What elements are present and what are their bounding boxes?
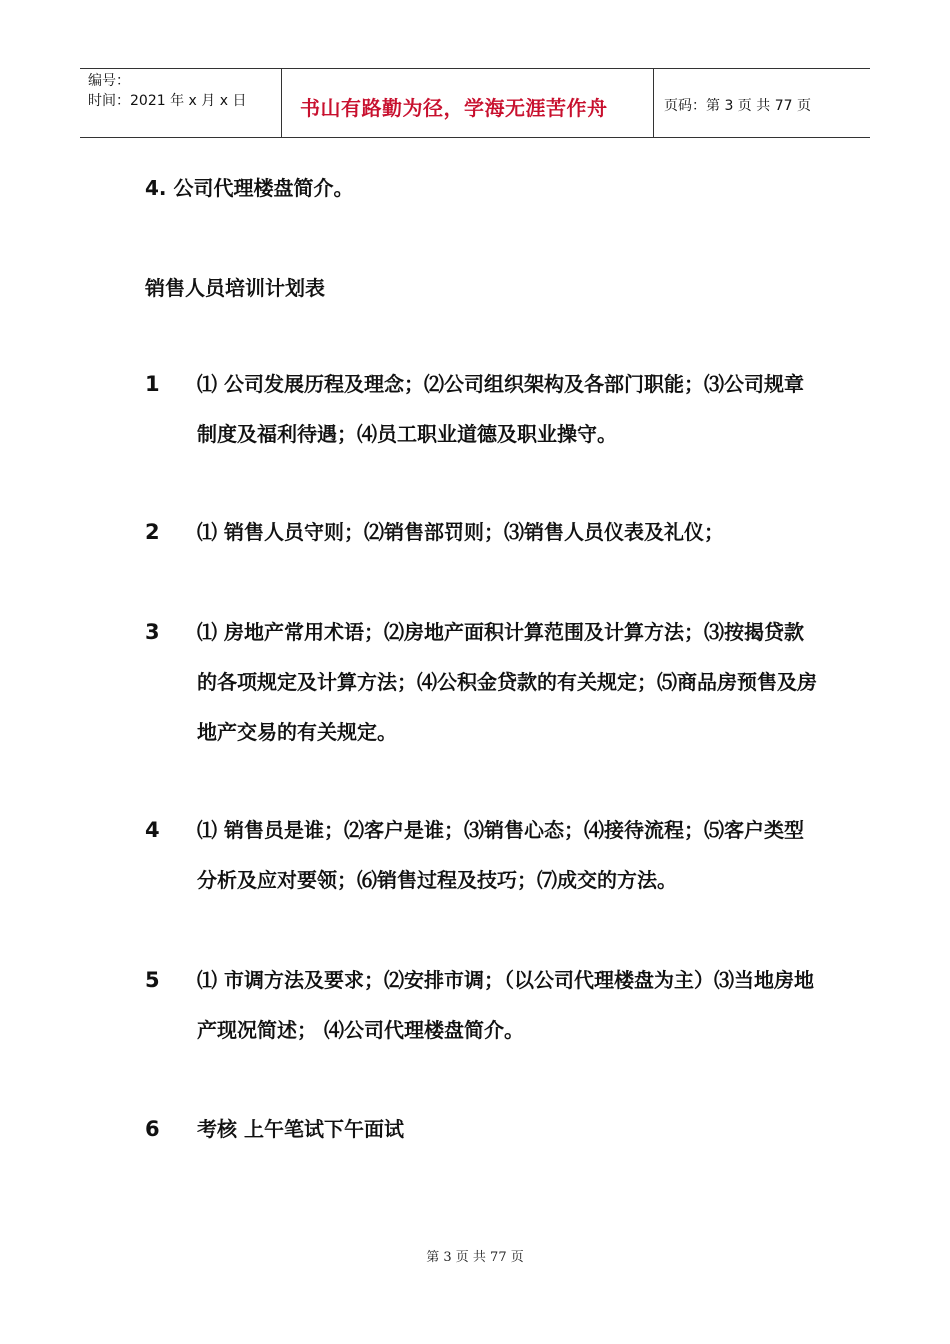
item-text: ⑴ 销售员是谁；⑵客户是谁；⑶销售心态；⑷接待流程；⑸客户类型分析及应对要领；⑹销售过程及技巧；⑺成交的方法。 bbox=[197, 818, 804, 892]
item-text: ⑴ 公司发展历程及理念；⑵公司组织架构及各部门职能；⑶公司规章制度及福利待遇；⑷员工职业道德及职业操守。 bbox=[197, 372, 804, 446]
item-text: 考核 上午笔试下午面试 bbox=[197, 1117, 404, 1141]
header-page-info: 页码：第 3 页 共 77 页 bbox=[664, 98, 811, 114]
item-number: 4 bbox=[145, 818, 160, 842]
item-number: 6 bbox=[145, 1117, 160, 1141]
page-footer: 第 3 页 共 77 页 bbox=[426, 1250, 524, 1265]
section-title: 4. 公司代理楼盘简介。 bbox=[145, 176, 354, 200]
header-meta bbox=[80, 69, 282, 137]
item-text: ⑴ 房地产常用术语；⑵房地产面积计算范围及计算方法；⑶按揭贷款的各项规定及计算方法；⑷公积金贷款的有关规定；⑸商品房预售及房地产交易的有关规定。 bbox=[197, 620, 817, 744]
header-motto: 书山有路勤为径，学海无涯苦作舟 bbox=[282, 69, 654, 137]
item-text: ⑴ 市调方法及要求；⑵安排市调；（以公司代理楼盘为主）⑶当地房地产现况简述； ⑷公司代理楼盘简介。 bbox=[197, 968, 814, 1042]
item-number: 5 bbox=[145, 968, 160, 992]
item-text: ⑴ 销售人员守则；⑵销售部罚则；⑶销售人员仪表及礼仪； bbox=[197, 520, 724, 544]
page-header bbox=[80, 68, 870, 138]
item-number: 1 bbox=[145, 372, 160, 396]
table-title: 销售人员培训计划表 bbox=[145, 276, 325, 300]
number-label: 编号： bbox=[88, 73, 130, 89]
item-number: 2 bbox=[145, 520, 160, 544]
item-number: 3 bbox=[145, 620, 160, 644]
date-label: 时间：2021 年 x 月 x 日 bbox=[88, 93, 247, 109]
